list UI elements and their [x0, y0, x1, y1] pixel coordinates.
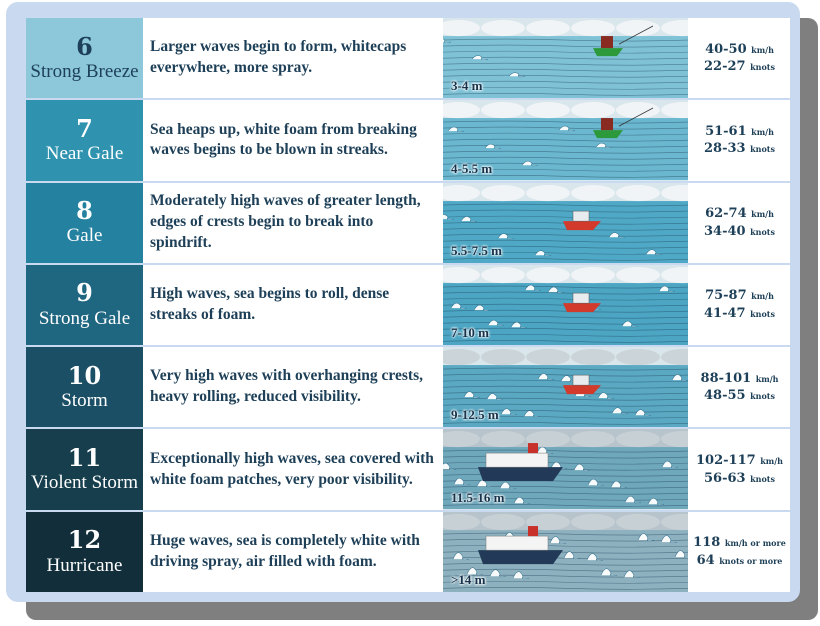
kmh-value: 118 [693, 535, 721, 551]
table-row [26, 347, 790, 427]
level-cell [26, 100, 143, 180]
level-name: Storm [61, 390, 108, 412]
kmh-value: 102-117 [696, 453, 756, 469]
beaufort-card [6, 2, 800, 602]
sea-description: Very high waves with overhanging crests, heavy rolling, reduced visibility. [144, 347, 442, 427]
level-number: 8 [76, 196, 93, 226]
sea-description: Exceptionally high waves, sea covered with white foam patches, very poor visibility. [144, 429, 442, 509]
knots-value: 48-55 [703, 388, 746, 404]
knots-unit: knots [750, 144, 775, 155]
level-cell [26, 512, 143, 592]
wave-height: 11.5-16 m [451, 489, 505, 505]
knots-unit: knots [750, 391, 775, 402]
kmh-unit: km/h [751, 126, 774, 137]
wave-height: >14 m [451, 571, 486, 587]
level-number: 6 [76, 31, 93, 61]
wind-speed [689, 265, 790, 345]
sea-illustration [443, 100, 688, 180]
level-number: 7 [76, 113, 93, 143]
level-cell [26, 347, 143, 427]
level-cell [26, 429, 143, 509]
table-row [26, 18, 790, 98]
level-name: Gale [66, 225, 103, 247]
kmh-unit: km/h [760, 456, 783, 467]
wave-height: 7-10 m [451, 325, 489, 341]
kmh-value: 88-101 [700, 370, 752, 386]
sea-illustration [443, 183, 688, 263]
wave-height: 5.5-7.5 m [451, 242, 502, 258]
kmh-unit: km/h [751, 44, 774, 55]
knots-unit: knots or more [719, 555, 783, 566]
kmh-value: 62-74 [705, 206, 747, 222]
knots-value: 41-47 [703, 305, 746, 321]
knots-unit: knots [750, 308, 775, 319]
beaufort-table [26, 18, 788, 592]
kmh-unit: km/h [755, 373, 779, 384]
knots-value: 34-40 [703, 223, 746, 239]
level-cell [26, 265, 143, 345]
kmh-unit: km/h [751, 291, 774, 302]
kmh-value: 75-87 [705, 288, 747, 304]
level-name: Near Gale [45, 143, 124, 165]
knots-unit: knots [750, 62, 775, 73]
table-row [26, 512, 790, 592]
level-name: Violent Storm [30, 472, 139, 494]
level-cell [26, 183, 143, 263]
sea-description: Huge waves, sea is completely white with driving spray, air filled with foam. [144, 512, 442, 592]
wave-height: 3-4 m [451, 78, 483, 94]
sea-illustration [443, 18, 688, 98]
kmh-value: 51-61 [705, 123, 747, 139]
table-row [26, 183, 790, 263]
level-name: Strong Breeze [30, 60, 139, 82]
wind-speed [689, 18, 790, 98]
knots-unit: knots [750, 226, 775, 237]
sea-illustration [443, 512, 688, 592]
sea-description: Moderately high waves of greater length, edges of crests begin to break into spindrift. [144, 183, 442, 263]
kmh-unit: km/h [751, 209, 774, 220]
wind-speed [689, 512, 790, 592]
wave-height: 4-5.5 m [451, 160, 493, 176]
sea-illustration [443, 429, 688, 509]
sea-description: Larger waves begin to form, whitecaps everywhere, more spray. [144, 18, 442, 98]
level-number: 12 [67, 525, 102, 555]
level-cell [26, 18, 143, 98]
kmh-unit: km/h or more [724, 538, 786, 549]
level-number: 10 [67, 360, 102, 390]
wind-speed [689, 100, 790, 180]
table-row [26, 100, 790, 180]
sea-illustration [443, 265, 688, 345]
table-row [26, 265, 790, 345]
knots-value: 56-63 [703, 470, 746, 486]
sea-illustration [443, 347, 688, 427]
knots-unit: knots [750, 473, 775, 484]
knots-value: 28-33 [703, 141, 746, 157]
level-name: Hurricane [46, 554, 123, 576]
level-name: Strong Gale [38, 307, 131, 329]
sea-description: High waves, sea begins to roll, dense streaks of foam. [144, 265, 442, 345]
wind-speed [689, 429, 790, 509]
wind-speed [689, 347, 790, 427]
knots-value: 22-27 [703, 59, 746, 75]
sea-description: Sea heaps up, white foam from breaking waves begins to be blown in streaks. [144, 100, 442, 180]
knots-value: 64 [696, 552, 715, 568]
wave-height: 9-12.5 m [451, 407, 499, 423]
level-number: 11 [67, 442, 102, 472]
wind-speed [689, 183, 790, 263]
kmh-value: 40-50 [705, 41, 747, 57]
table-row [26, 429, 790, 509]
level-number: 9 [76, 278, 93, 308]
